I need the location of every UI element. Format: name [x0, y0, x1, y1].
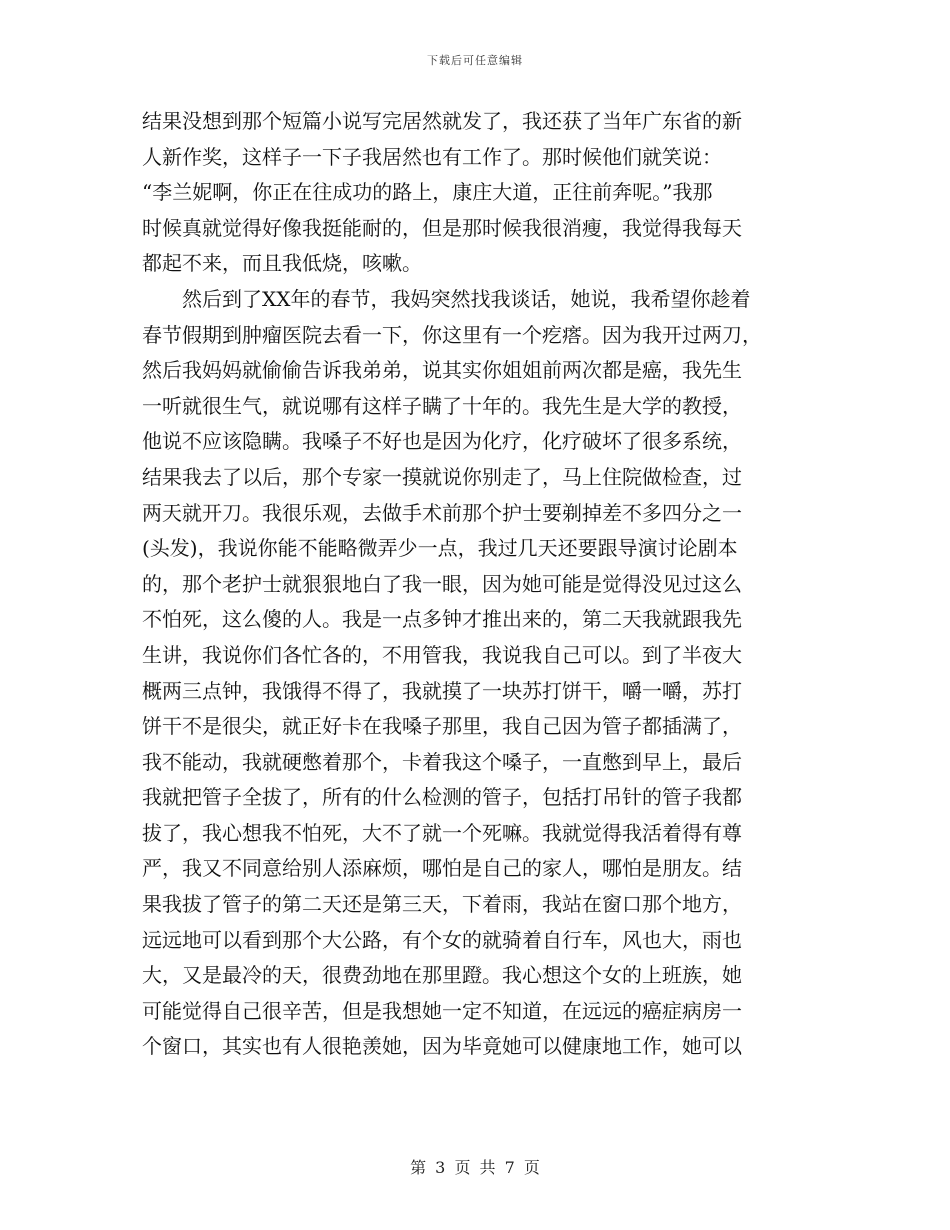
- text-line: 然后到了XX年的春节，我妈突然找我谈话，她说，我希望你趁着: [142, 286, 751, 311]
- text-line: 饼干不是很尖，就正好卡在我嗓子那里，我自己因为管子都插满了，: [142, 714, 742, 739]
- text-line: 他说不应该隐瞒。我嗓子不好也是因为化疗，化疗破坏了很多系统，: [142, 429, 742, 454]
- text-line: 严，我又不同意给别人添麻烦，哪怕是自己的家人，哪怕是朋友。结: [142, 856, 742, 881]
- text-line: 结果没想到那个短篇小说写完居然就发了，我还获了当年广东省的新: [142, 109, 742, 133]
- text-line: 远远地可以看到那个大公路，有个女的就骑着自行车，风也大，雨也: [142, 927, 742, 952]
- text-line: 一听就很生气，就说哪有这样子瞒了十年的。我先生是大学的教授，: [142, 393, 742, 418]
- text-line: 然后我妈妈就偷偷告诉我弟弟，说其实你姐姐前两次都是癌，我先生: [142, 358, 742, 383]
- text-line: 的，那个老护士就狠狠地白了我一眼，因为她可能是觉得没见过这么: [142, 571, 742, 596]
- text-line: 不怕死，这么傻的人。我是一点多钟才推出来的，第二天我就跟我先: [142, 607, 742, 632]
- text-line: 结果我去了以后，那个专家一摸就说你别走了，马上住院做检查，过: [142, 464, 742, 489]
- text-line: 我不能动，我就硬憋着那个，卡着我这个嗓子，一直憋到早上，最后: [142, 749, 742, 774]
- text-line: 个窗口，其实也有人很艳羡她，因为毕竟她可以健康地工作，她可以: [142, 1034, 742, 1059]
- text-line: 人新作奖，这样子一下子我居然也有工作了。那时候他们就笑说：: [142, 144, 722, 169]
- text-line: 生讲，我说你们各忙各的，不用管我，我说我自己可以。到了半夜大: [142, 642, 742, 667]
- text-line: 可能觉得自己很辛苦，但是我想她一定不知道，在远远的癌症病房一: [142, 998, 742, 1023]
- body-text: [142, 104, 810, 1065]
- text-line: 果我拔了管子的第二天还是第三天，下着雨，我站在窗口那个地方，: [142, 892, 742, 917]
- text-line: 我就把管子全拔了，所有的什么检测的管子，包括打吊针的管子我都: [142, 785, 742, 810]
- text-line: (头发)，我说你能不能略微弄少一点，我过几天还要跟导演讨论剧本: [142, 536, 738, 561]
- text-line: 两天就开刀。我很乐观，去做手术前那个护士要剃掉差不多四分之一: [142, 500, 742, 525]
- text-line: 都起不来，而且我低烧，咳嗽。: [142, 251, 422, 276]
- text-line: 概两三点钟，我饿得不得了，我就摸了一块苏打饼干，嚼一嚼，苏打: [142, 678, 742, 703]
- page-header: 下载后可任意编辑: [427, 54, 523, 67]
- text-line: 春节假期到肿瘤医院去看一下，你这里有一个疙瘩。因为我开过两刀，: [142, 322, 762, 347]
- text-line: 大，又是最冷的天，很费劲地在那里蹬。我心想这个女的上班族，她: [142, 963, 742, 988]
- page-number: 第 3 页 共 7 页: [410, 1158, 540, 1177]
- text-line: “李兰妮啊，你正在往成功的路上，康庄大道，正往前奔呢。”我那: [142, 180, 713, 205]
- text-line: 时候真就觉得好像我挺能耐的，但是那时候我很消瘦，我觉得我每天: [142, 215, 742, 240]
- text-line: 拔了，我心想我不怕死，大不了就一个死嘛。我就觉得我活着得有尊: [142, 820, 742, 845]
